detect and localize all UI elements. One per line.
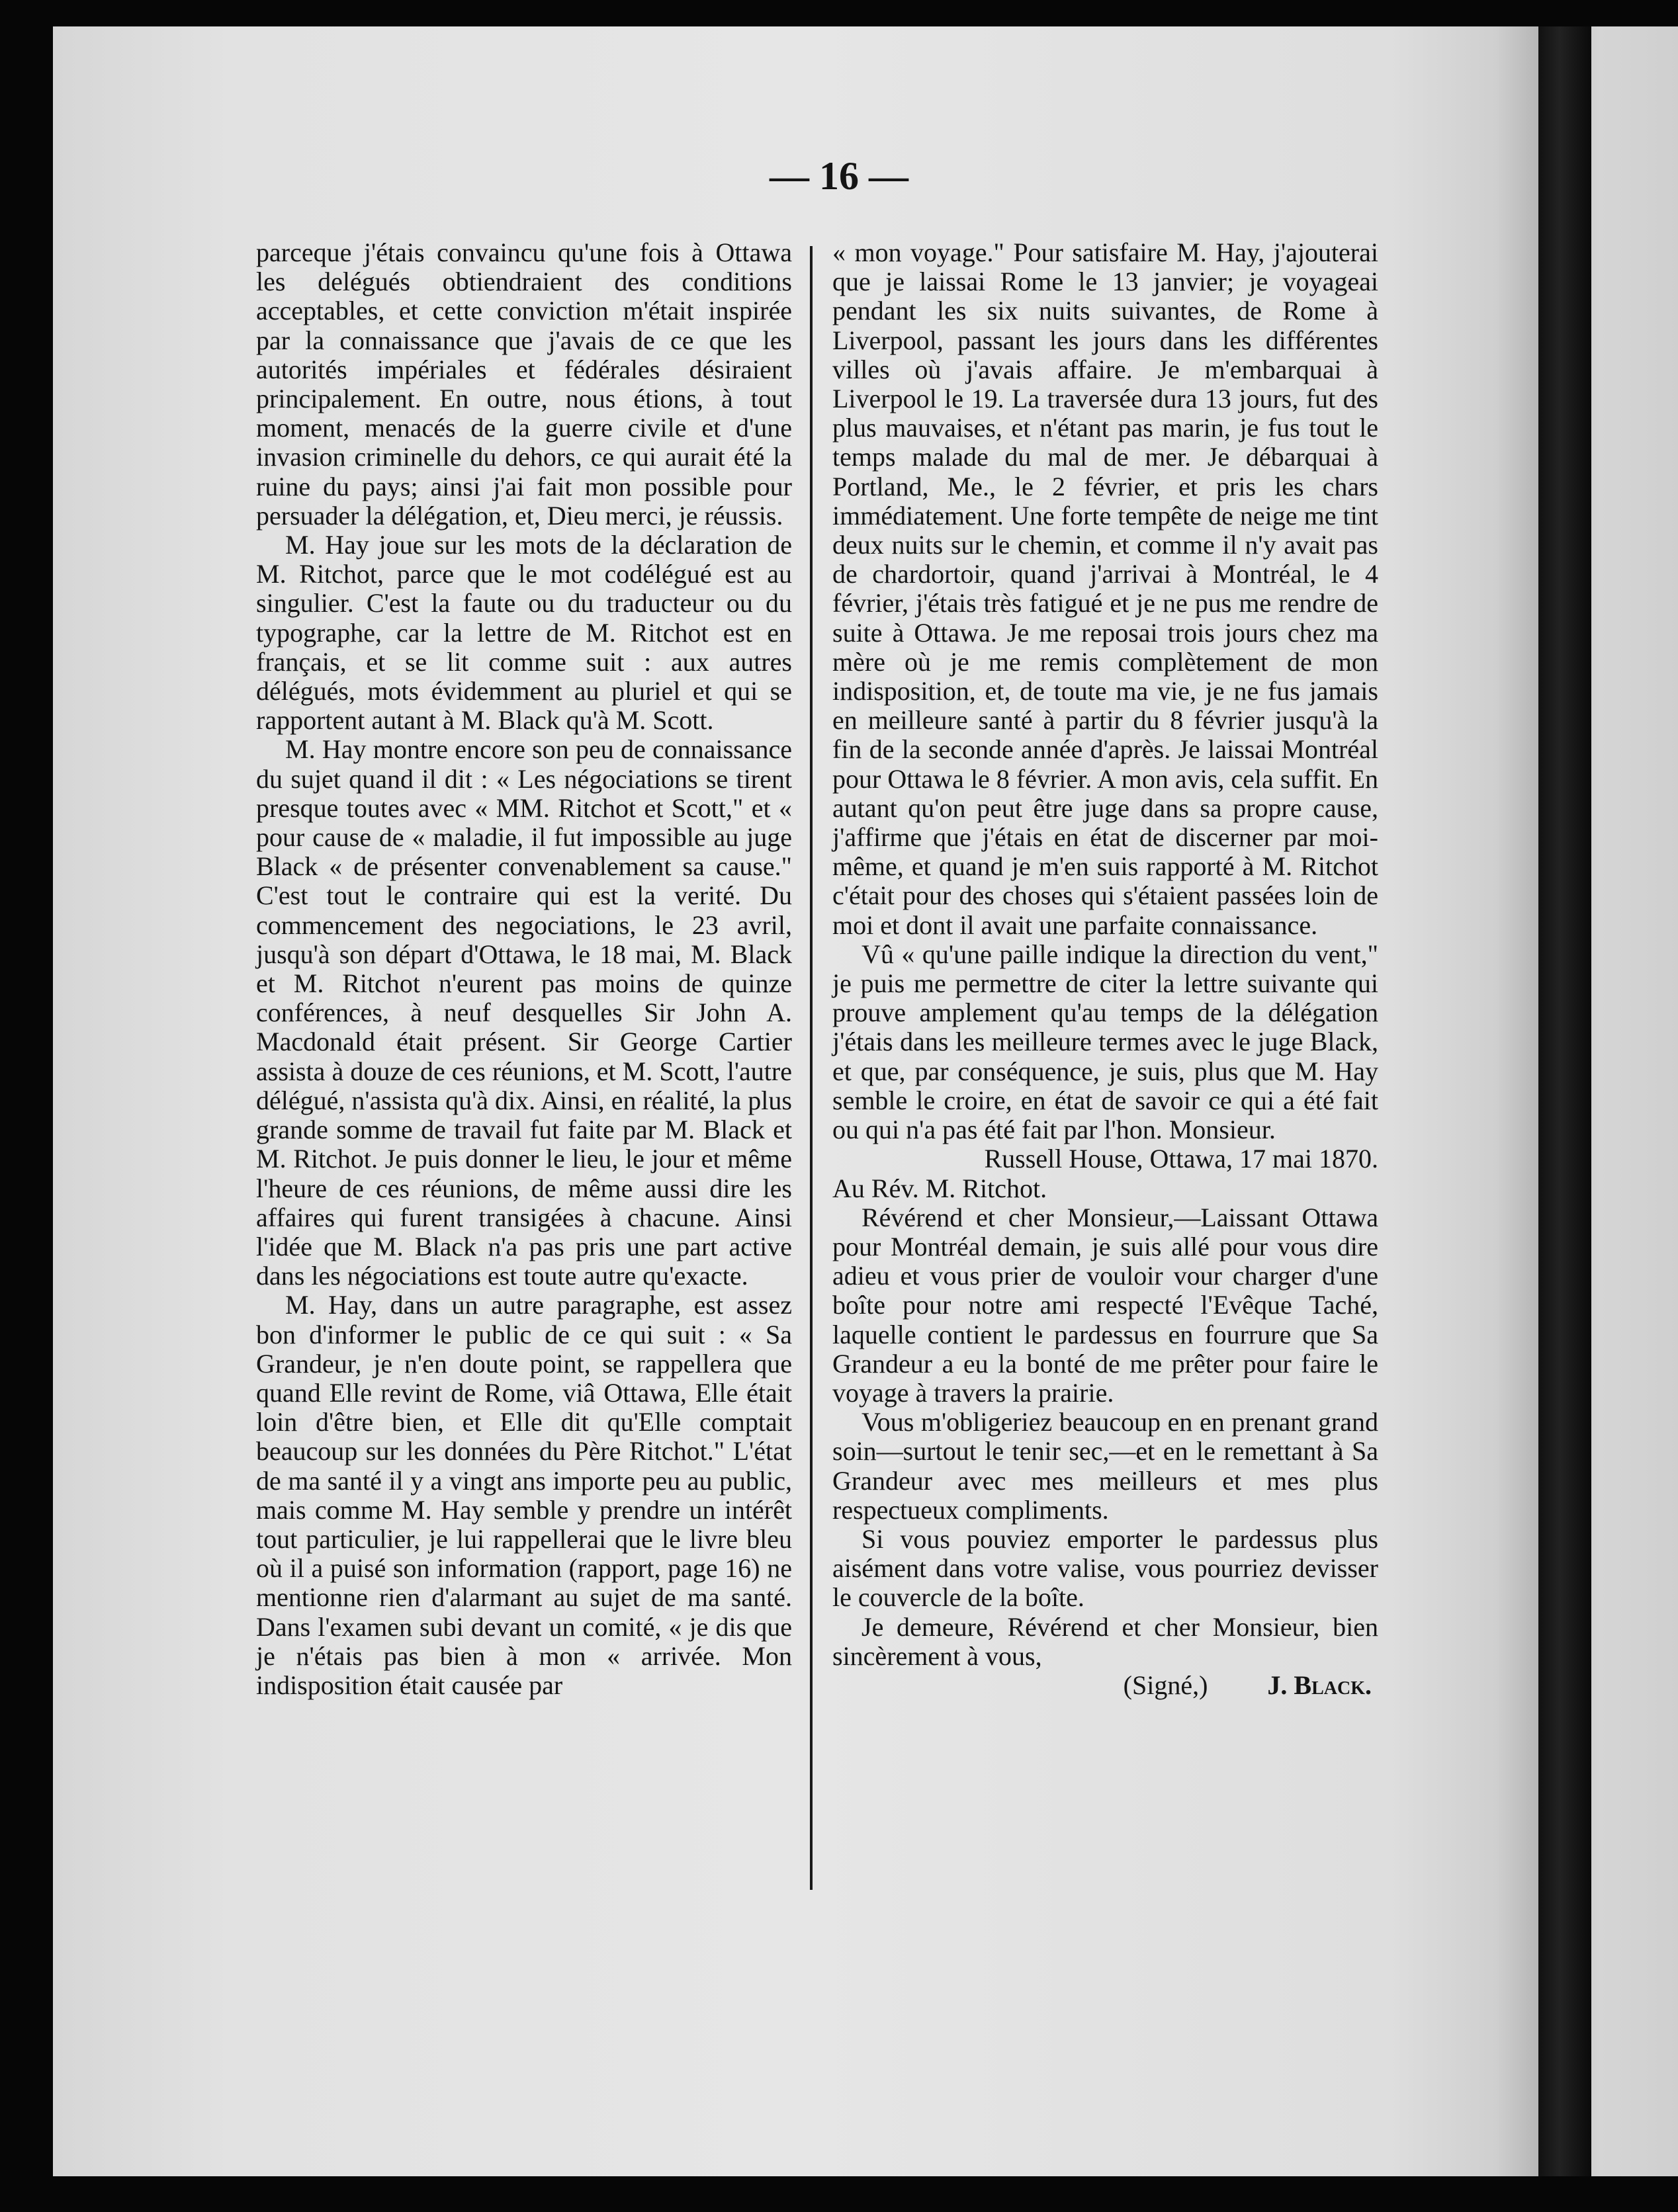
paragraph: M. Hay joue sur les mots de la déclaration de M. Ritchot, parce que le mot codélégué est au singulier. C'est la faute ou du traducteur ou du typographe, car la lettre de M. Ritchot est en français, et se lit comme suit : aux autres délégués, mots évidemment au pluriel et qui se rapportent autant à M. Black qu'à M. Scott. <box>256 530 792 736</box>
signature-prefix: (Signé,) <box>1123 1670 1208 1700</box>
paragraph: parceque j'étais convaincu qu'une fois à Ottawa les delégués obtiendraient des conditions acceptables, et cette conviction m'était inspirée par la connaissance que j'avais de ce que les autorités impériales et fédérales désiraient principalement. En outre, nous étions, à tout moment, menacés de la guerre civile et d'une invasion criminelle du dehors, ce qui aurait été la ruine du pays; ainsi j'ai fait mon possible pour persuader la délégation, et, Dieu merci, je réussis. <box>256 237 792 531</box>
paragraph: Vû « qu'une paille indique la direction du vent," je puis me permettre de citer la lettre suivante qui prouve amplement qu'au temps de la délégation j'étais dans les meilleure termes avec le juge Black, et que, par conséquence, je suis, plus que M. Hay semble le croire, en état de savoir ce qui a été fait ou qui n'a pas été fait par l'hon. Monsieur. <box>832 939 1378 1145</box>
letter-dateline: Russell House, Ottawa, 17 mai 1870. <box>984 1144 1378 1174</box>
page-gutter-shadow <box>1495 26 1538 2176</box>
paragraph: M. Hay montre encore son peu de connaissance du sujet quand il dit : « Les négociations se tirent presque toutes avec « MM. Ritchot et Scott," et « pour cause de « maladie, il fut impossible au juge Black « de présenter convenablement sa cause." C'est tout le contraire qui est la verité. Du commencement des negociations, le 23 avril, jusqu'à son départ d'Ottawa, le 18 mai, M. Black et M. Ritchot n'eurent pas moins de quinze conférences, à neuf desquelles Sir John A. Macdonald était présent. Sir George Cartier assista à douze de ces réunions, et M. Scott, l'autre délégué, n'assista qu'à dix. Ainsi, en réalité, la plus grande somme de travail fut faite par M. Black et M. Ritchot. Je puis donner le lieu, le jour et même l'heure de ces réunions, de même aussi dire les affaires qui furent transigées à chacune. Ainsi l'idée que M. Black n'a pas pris une part active dans les négociations est toute autre qu'exacte. <box>256 734 792 1291</box>
signature-name: J. Black. <box>1267 1670 1372 1700</box>
column-rule <box>810 246 813 1890</box>
letter-paragraph: Si vous pouviez emporter le pardessus plus aisément dans votre valise, vous pourriez devisser le couvercle de la boîte. <box>832 1523 1378 1613</box>
letter-paragraph: Révérend et cher Monsieur,—Laissant Ottawa pour Montréal demain, je suis allé pour vous dire adieu et vous prier de vouloir vour charger d'une boîte pour notre ami respecté l'Evêque Taché, laquelle contient le pardessus en fourrure que Sa Grandeur a eu la bonté de me prêter pour faire le voyage à travers la prairie. <box>832 1202 1378 1408</box>
right-column <box>832 238 1378 1700</box>
letter-paragraph: Je demeure, Révérend et cher Monsieur, bien sincèrement à vous, <box>832 1611 1378 1671</box>
paragraph: « mon voyage." Pour satisfaire M. Hay, j'ajouterai que je laissai Rome le 13 janvier; je voyageai pendant les six nuits suivantes, de Rome à Liverpool, passant les jours dans les différentes villes où j'avais affaire. Je m'embarquai à Liverpool le 19. La traversée dura 13 jours, fut des plus mauvaises, et n'étant pas marin, je fus tout le temps malade du mal de mer. Je débarquai à Portland, Me., le 2 février, et pris les chars immédiatement. Une forte tempête de neige me tint deux nuits sur le chemin, et comme il n'y avait pas de chardortoir, quand j'arrivai à Montréal, le 4 février, j'étais très fatigué et je ne pus me rendre de suite à Ottawa. Je me reposai trois jours chez ma mère où je me remis complètement de mon indisposition, et, de toute ma vie, je ne fus jamais en meilleure santé à partir du 8 février jusqu'à la fin de la seconde année d'après. Je laissai Montréal pour Ottawa le 8 février. A mon avis, cela suffit. En autant qu'on peut être juge dans sa propre cause, j'affirme que j'étais en état de discerner par moi-même, et quand je m'en suis rapporté à M. Ritchot c'était pour des choses qui s'étaient passées loin de moi et dont il avait une parfaite connaissance. <box>832 237 1378 940</box>
left-column <box>256 238 792 1700</box>
letter-paragraph: Vous m'obligeriez beaucoup en en prenant grand soin—surtout le tenir sec,—et en le remettant à Sa Grandeur avec mes meilleurs et mes plus respectueux compliments. <box>832 1407 1378 1525</box>
binding-gutter <box>1538 26 1591 2176</box>
page-number: — 16 — <box>770 154 908 198</box>
paragraph: M. Hay, dans un autre paragraphe, est assez bon d'informer le public de ce qui suit : « Sa Grandeur, je n'en doute point, se rappellera que quand Elle revint de Rome, viâ Ottawa, Elle était loin d'être bien, et Elle dit qu'Elle comptait beaucoup sur les données du Père Ritchot." L'état de ma santé il y a vingt ans importe peu au public, mais comme M. Hay semble y prendre un intérêt tout particulier, je lui rappellerai que le livre bleu où il a puisé son information (rapport, page 16) ne mentionne rien d'alarmant au sujet de ma santé. Dans l'examen subi devant un comité, « je dis que je n'étais pas bien à mon « arrivée. Mon indisposition était causée par <box>256 1290 792 1700</box>
letter-signature <box>832 1671 1378 1700</box>
letter-addressee: Au Rév. M. Ritchot. <box>832 1173 1047 1203</box>
